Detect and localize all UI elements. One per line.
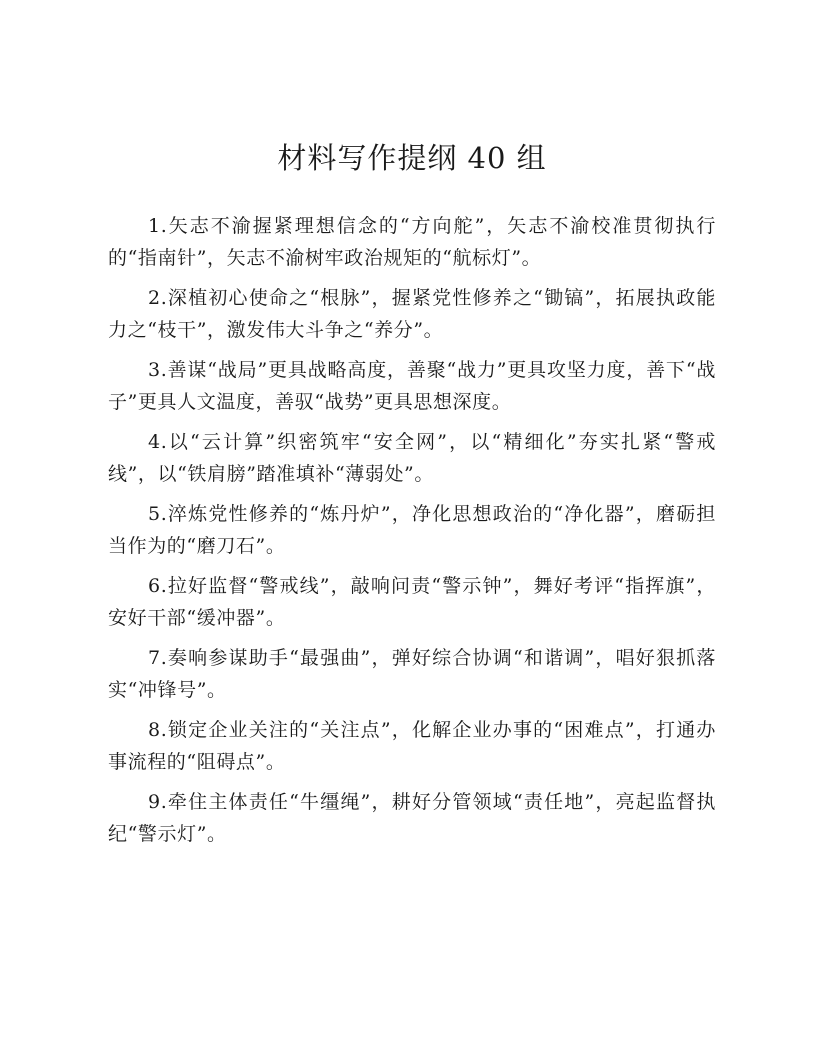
document-title: 材料写作提纲 40 组 — [277, 141, 547, 175]
paragraph-5: 5.淬炼党性修养的“炼丹炉”，净化思想政治的“净化器”，磨砺担当作为的“磨刀石”。 — [108, 503, 716, 557]
document-page — [108, 138, 716, 858]
paragraph-4: 4.以“云计算”织密筑牢“安全网”，以“精细化”夯实扎紧“警戒线”，以“铁肩膀”踏准填补“薄弱处”。 — [108, 431, 716, 485]
paragraph-7: 7.奏响参谋助手“最强曲”，弹好综合协调“和谐调”，唱好狠抓落实“冲锋号”。 — [108, 647, 716, 701]
paragraph-6: 6.拉好监督“警戒线”，敲响问责“警示钟”，舞好考评“指挥旗”，安好干部“缓冲器”。 — [108, 575, 716, 629]
paragraph-1: 1.矢志不渝握紧理想信念的“方向舵”，矢志不渝校准贯彻执行的“指南针”，矢志不渝树牢政治规矩的“航标灯”。 — [108, 215, 716, 269]
paragraph-9: 9.牵住主体责任“牛缰绳”，耕好分管领域“责任地”，亮起监督执纪“警示灯”。 — [108, 791, 716, 845]
paragraph-3: 3.善谋“战局”更具战略高度，善聚“战力”更具攻坚力度，善下“战子”更具人文温度，善驭“战势”更具思想深度。 — [108, 359, 716, 413]
paragraph-8: 8.锁定企业关注的“关注点”，化解企业办事的“困难点”，打通办事流程的“阻碍点”。 — [108, 719, 716, 773]
paragraph-2: 2.深植初心使命之“根脉”，握紧党性修养之“锄镐”，拓展执政能力之“枝干”，激发伟大斗争之“养分”。 — [108, 287, 716, 341]
